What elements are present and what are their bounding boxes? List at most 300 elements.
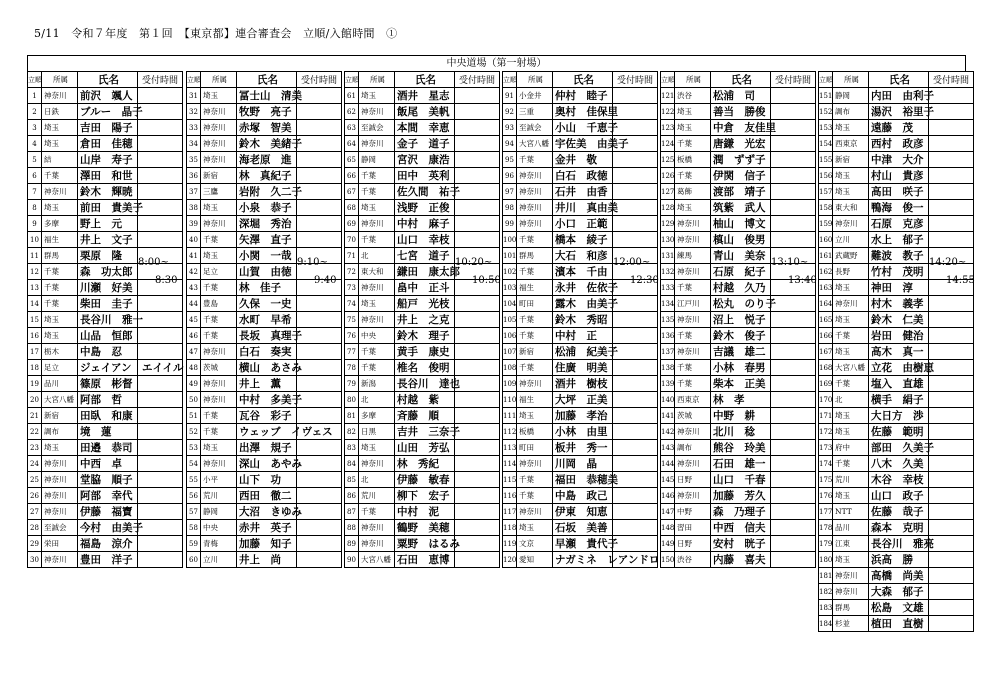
reception-time: [929, 424, 974, 440]
header-time: 受付時間: [455, 72, 500, 88]
affiliation: 埼玉: [201, 200, 237, 216]
order-number: 8: [28, 200, 42, 216]
affiliation: 中野: [675, 504, 711, 520]
table-row: [345, 344, 500, 360]
affiliation: 荒川: [359, 488, 395, 504]
reception-time: [613, 456, 658, 472]
affiliation: 埼玉: [833, 168, 869, 184]
reception-time: [297, 328, 342, 344]
order-number: 119: [503, 536, 517, 552]
reception-time: [613, 232, 658, 248]
affiliation: 埼玉: [517, 408, 553, 424]
table-row: [503, 312, 658, 328]
reception-time: [138, 408, 183, 424]
participant-name: 高木 真一: [869, 344, 929, 360]
order-number: 33: [187, 120, 201, 136]
participant-name: 中村 多美子: [237, 392, 297, 408]
participant-name: 冨士山 清美: [237, 88, 297, 104]
header-name: 氏名: [237, 72, 297, 88]
venue-title: 中央道場（第一射場）: [27, 55, 966, 71]
participant-name: 中島 政己: [553, 488, 613, 504]
order-number: 19: [28, 376, 42, 392]
participant-name: 本間 幸恵: [395, 120, 455, 136]
order-number: 106: [503, 328, 517, 344]
table-row: [28, 376, 183, 392]
order-number: 64: [345, 136, 359, 152]
affiliation: 荒川: [201, 488, 237, 504]
participant-name: 西田 徹二: [237, 488, 297, 504]
time-end-label: 8:30: [155, 274, 178, 286]
column-header-row: [819, 72, 974, 88]
affiliation: 神奈川: [201, 104, 237, 120]
reception-time: [929, 520, 974, 536]
affiliation: 新潟: [359, 376, 395, 392]
table-row: [819, 296, 974, 312]
affiliation: 神奈川: [675, 312, 711, 328]
participant-name: 遠藤 茂: [869, 120, 929, 136]
reception-time: [771, 488, 816, 504]
reception-time: [297, 344, 342, 360]
affiliation: 千葉: [359, 232, 395, 248]
participant-name: 林 秀紀: [395, 456, 455, 472]
table-row: [661, 312, 816, 328]
affiliation: 品川: [833, 520, 869, 536]
participant-name: 矢澤 直子: [237, 232, 297, 248]
affiliation: 静岡: [359, 152, 395, 168]
reception-time: [297, 184, 342, 200]
order-number: 91: [503, 88, 517, 104]
affiliation: 大宮八幡: [833, 360, 869, 376]
order-number: 31: [187, 88, 201, 104]
participant-name: 北川 稔: [711, 424, 771, 440]
lineup-column-6: [818, 71, 974, 632]
lineup-column-3: [344, 71, 500, 568]
reception-time: [771, 536, 816, 552]
affiliation: 神奈川: [833, 568, 869, 584]
participant-name: 佐藤 範明: [869, 424, 929, 440]
participant-name: 鎌田 康太郎: [395, 264, 455, 280]
order-number: 153: [819, 120, 833, 136]
affiliation: 立川: [833, 232, 869, 248]
affiliation: 荒川: [833, 472, 869, 488]
order-number: 28: [28, 520, 42, 536]
order-number: 6: [28, 168, 42, 184]
reception-time: [771, 328, 816, 344]
table-row: [661, 520, 816, 536]
participant-name: 中倉 友佳里: [711, 120, 771, 136]
table-row: [345, 408, 500, 424]
order-number: 4: [28, 136, 42, 152]
table-row: [819, 504, 974, 520]
participant-name: 山品 恒郎: [78, 328, 138, 344]
order-number: 23: [28, 440, 42, 456]
reception-time: [771, 200, 816, 216]
affiliation: 静岡: [201, 504, 237, 520]
affiliation: 千葉: [42, 168, 78, 184]
order-number: 87: [345, 504, 359, 520]
table-row: [819, 616, 974, 632]
affiliation: 千葉: [675, 136, 711, 152]
reception-time: [138, 152, 183, 168]
table-row: [345, 104, 500, 120]
order-number: 85: [345, 472, 359, 488]
participant-name: 沼上 悦子: [711, 312, 771, 328]
reception-time: [771, 232, 816, 248]
order-number: 9: [28, 216, 42, 232]
table-row: [819, 328, 974, 344]
affiliation: 神奈川: [201, 216, 237, 232]
order-number: 172: [819, 424, 833, 440]
table-row: [28, 344, 183, 360]
order-number: 135: [661, 312, 675, 328]
reception-time: [455, 184, 500, 200]
order-number: 104: [503, 296, 517, 312]
affiliation: 調布: [675, 440, 711, 456]
reception-time: [138, 312, 183, 328]
reception-time: [613, 120, 658, 136]
order-number: 169: [819, 376, 833, 392]
order-number: 48: [187, 360, 201, 376]
affiliation: 中央: [359, 328, 395, 344]
participant-name: 瓦谷 彩子: [237, 408, 297, 424]
order-number: 42: [187, 264, 201, 280]
participant-name: 筑紫 武人: [711, 200, 771, 216]
table-row: [187, 344, 342, 360]
affiliation: 葛飾: [675, 184, 711, 200]
participant-name: 高田 咲子: [869, 184, 929, 200]
affiliation: 西東京: [675, 392, 711, 408]
reception-time: [297, 360, 342, 376]
affiliation: 神奈川: [359, 536, 395, 552]
participant-name: 林 真紀子: [237, 168, 297, 184]
participant-name: 中野 耕: [711, 408, 771, 424]
participant-name: 宇佐美 由美子: [553, 136, 613, 152]
participant-name: 伊藤 福寶: [78, 504, 138, 520]
order-number: 84: [345, 456, 359, 472]
participant-name: 佐藤 哉子: [869, 504, 929, 520]
affiliation: 埼玉: [201, 440, 237, 456]
affiliation: 千葉: [517, 488, 553, 504]
table-row: [187, 136, 342, 152]
affiliation: 千葉: [42, 296, 78, 312]
affiliation: 神奈川: [675, 264, 711, 280]
table-row: [345, 424, 500, 440]
affiliation: 神奈川: [833, 296, 869, 312]
participant-name: 飯尾 美帆: [395, 104, 455, 120]
affiliation: 神奈川: [675, 488, 711, 504]
affiliation: 神奈川: [359, 312, 395, 328]
order-number: 110: [503, 392, 517, 408]
affiliation: 群馬: [833, 600, 869, 616]
column-header-row: [345, 72, 500, 88]
table-row: [819, 136, 974, 152]
table-row: [28, 232, 183, 248]
table-row: [503, 328, 658, 344]
table-row: [661, 488, 816, 504]
affiliation: 千葉: [201, 312, 237, 328]
affiliation: 千葉: [833, 328, 869, 344]
order-number: 14: [28, 296, 42, 312]
reception-time: [138, 504, 183, 520]
order-number: 13: [28, 280, 42, 296]
affiliation: 千葉: [675, 376, 711, 392]
participant-name: 佐久間 祐子: [395, 184, 455, 200]
affiliation: 神奈川: [675, 232, 711, 248]
order-number: 32: [187, 104, 201, 120]
time-start-label: 13:10~: [771, 257, 809, 269]
order-number: 161: [819, 248, 833, 264]
reception-time: [929, 504, 974, 520]
affiliation: 足立: [42, 360, 78, 376]
affiliation: 埼玉: [201, 248, 237, 264]
header-name: 氏名: [711, 72, 771, 88]
reception-time: [455, 520, 500, 536]
table-row: [345, 488, 500, 504]
affiliation: 神奈川: [359, 280, 395, 296]
affiliation: 千葉: [517, 312, 553, 328]
table-row: [661, 392, 816, 408]
reception-time: [771, 344, 816, 360]
participant-name: 加藤 孝治: [553, 408, 613, 424]
participant-name: 中村 泥: [395, 504, 455, 520]
table-row: [661, 168, 816, 184]
table-row: [345, 376, 500, 392]
reception-time: [455, 472, 500, 488]
participant-name: 松浦 紀美子: [553, 344, 613, 360]
affiliation: 千葉: [833, 456, 869, 472]
table-row: [345, 536, 500, 552]
order-number: 90: [345, 552, 359, 568]
table-row: [503, 152, 658, 168]
participant-name: 鈴木 理子: [395, 328, 455, 344]
participant-name: 林 孝: [711, 392, 771, 408]
participant-name: 澤田 和世: [78, 168, 138, 184]
participant-name: 石井 由香: [553, 184, 613, 200]
table-row: [819, 184, 974, 200]
order-number: 120: [503, 552, 517, 568]
participant-name: 部田 久美子: [869, 440, 929, 456]
affiliation: 神奈川: [675, 216, 711, 232]
participant-name: 松島 文雄: [869, 600, 929, 616]
affiliation: 神奈川: [833, 584, 869, 600]
reception-time: [455, 136, 500, 152]
participant-name: 鈴木 美緒子: [237, 136, 297, 152]
reception-time: [297, 312, 342, 328]
reception-time: [613, 344, 658, 360]
table-row: [187, 296, 342, 312]
header-name: 氏名: [78, 72, 138, 88]
table-row: [187, 376, 342, 392]
reception-time: [929, 200, 974, 216]
reception-time: [297, 488, 342, 504]
reception-time: [297, 200, 342, 216]
reception-time: [455, 552, 500, 568]
order-number: 26: [28, 488, 42, 504]
order-number: 114: [503, 456, 517, 472]
affiliation: 神奈川: [42, 184, 78, 200]
affiliation: 埼玉: [42, 120, 78, 136]
reception-time: [929, 376, 974, 392]
affiliation: 日鉄: [42, 104, 78, 120]
order-number: 94: [503, 136, 517, 152]
participant-name: 中西 信夫: [711, 520, 771, 536]
order-number: 137: [661, 344, 675, 360]
participant-name: 山口 千春: [711, 472, 771, 488]
order-number: 118: [503, 520, 517, 536]
affiliation: 福生: [517, 392, 553, 408]
table-row: [661, 232, 816, 248]
reception-time: [138, 344, 183, 360]
reception-time: [297, 216, 342, 232]
order-number: 141: [661, 408, 675, 424]
affiliation: 日黒: [359, 424, 395, 440]
participant-name: 今村 由美子: [78, 520, 138, 536]
reception-time: [929, 328, 974, 344]
reception-time: [455, 216, 500, 232]
order-number: 47: [187, 344, 201, 360]
order-number: 82: [345, 424, 359, 440]
participant-name: 鈴木 輝暁: [78, 184, 138, 200]
affiliation: 千葉: [675, 328, 711, 344]
lineup-column-1: [27, 71, 183, 568]
participant-name: 井上 文子: [78, 232, 138, 248]
reception-time: [929, 600, 974, 616]
affiliation: 北: [833, 392, 869, 408]
affiliation: 千葉: [201, 408, 237, 424]
table-row: [187, 440, 342, 456]
order-number: 54: [187, 456, 201, 472]
order-number: 74: [345, 296, 359, 312]
reception-time: [138, 392, 183, 408]
participant-name: 熊谷 玲美: [711, 440, 771, 456]
table-row: [819, 488, 974, 504]
participant-name: 吉井 三奈子: [395, 424, 455, 440]
participant-name: 村越 久乃: [711, 280, 771, 296]
table-row: [503, 536, 658, 552]
participant-name: 奥村 佳保里: [553, 104, 613, 120]
order-number: 129: [661, 216, 675, 232]
affiliation: 新宿: [833, 152, 869, 168]
affiliation: 千葉: [517, 360, 553, 376]
affiliation: 北: [359, 472, 395, 488]
participant-name: 村越 紫: [395, 392, 455, 408]
table-row: [187, 472, 342, 488]
order-number: 16: [28, 328, 42, 344]
affiliation: 千葉: [201, 424, 237, 440]
reception-time: [455, 296, 500, 312]
table-row: [503, 136, 658, 152]
table-row: [28, 120, 183, 136]
participant-name: 石田 恵博: [395, 552, 455, 568]
affiliation: 群馬: [42, 248, 78, 264]
table-row: [28, 408, 183, 424]
participant-name: 長谷川 雅亮: [869, 536, 929, 552]
table-row: [28, 152, 183, 168]
affiliation: 大宮八幡: [42, 392, 78, 408]
reception-time: [138, 168, 183, 184]
order-number: 165: [819, 312, 833, 328]
table-row: [661, 456, 816, 472]
order-number: 151: [819, 88, 833, 104]
reception-time: [771, 520, 816, 536]
order-number: 15: [28, 312, 42, 328]
order-number: 181: [819, 568, 833, 584]
reception-time: [613, 216, 658, 232]
participant-name: 永井 佐依子: [553, 280, 613, 296]
affiliation: 神奈川: [359, 104, 395, 120]
participant-name: 田臥 和康: [78, 408, 138, 424]
reception-time: [771, 136, 816, 152]
order-number: 73: [345, 280, 359, 296]
reception-time: [455, 504, 500, 520]
order-number: 125: [661, 152, 675, 168]
participant-name: 井上 之克: [395, 312, 455, 328]
participant-name: 船戸 光枝: [395, 296, 455, 312]
reception-time: [455, 120, 500, 136]
time-start-label: 8:00~: [138, 257, 169, 269]
header-affiliation: 所属: [675, 72, 711, 88]
header-time: 受付時間: [297, 72, 342, 88]
reception-time: [613, 104, 658, 120]
affiliation: 福生: [517, 280, 553, 296]
reception-time: [929, 408, 974, 424]
order-number: 136: [661, 328, 675, 344]
table-row: [28, 456, 183, 472]
table-row: [28, 424, 183, 440]
participant-name: 鈴木 俊子: [711, 328, 771, 344]
participant-name: 川岡 晶: [553, 456, 613, 472]
order-number: 173: [819, 440, 833, 456]
participant-name: 浜高 勝: [869, 552, 929, 568]
table-row: [661, 184, 816, 200]
reception-time: [929, 568, 974, 584]
participant-name: 板井 秀一: [553, 440, 613, 456]
affiliation: 神奈川: [42, 88, 78, 104]
participant-name: 渡部 靖子: [711, 184, 771, 200]
reception-time: [771, 456, 816, 472]
affiliation: 千葉: [833, 376, 869, 392]
affiliation: 埼玉: [359, 440, 395, 456]
affiliation: 千葉: [359, 184, 395, 200]
affiliation: 府中: [833, 440, 869, 456]
affiliation: 神奈川: [42, 488, 78, 504]
order-number: 5: [28, 152, 42, 168]
affiliation: 埼玉: [833, 120, 869, 136]
participant-name: 鈴木 秀昭: [553, 312, 613, 328]
reception-time: [929, 472, 974, 488]
participant-name: 柴田 圭子: [78, 296, 138, 312]
order-number: 88: [345, 520, 359, 536]
table-row: [819, 200, 974, 216]
participant-name: 村山 貴彦: [869, 168, 929, 184]
affiliation: 埼玉: [833, 408, 869, 424]
table-row: [819, 344, 974, 360]
table-row: [345, 120, 500, 136]
affiliation: 栄田: [42, 536, 78, 552]
order-number: 98: [503, 200, 517, 216]
participant-name: 椎名 俊明: [395, 360, 455, 376]
order-number: 113: [503, 440, 517, 456]
order-number: 176: [819, 488, 833, 504]
reception-time: [455, 200, 500, 216]
reception-time: [929, 392, 974, 408]
time-end-label: 10:50: [472, 274, 501, 286]
table-row: [345, 88, 500, 104]
affiliation: 習田: [675, 520, 711, 536]
order-number: 3: [28, 120, 42, 136]
order-number: 96: [503, 168, 517, 184]
reception-time: [771, 312, 816, 328]
